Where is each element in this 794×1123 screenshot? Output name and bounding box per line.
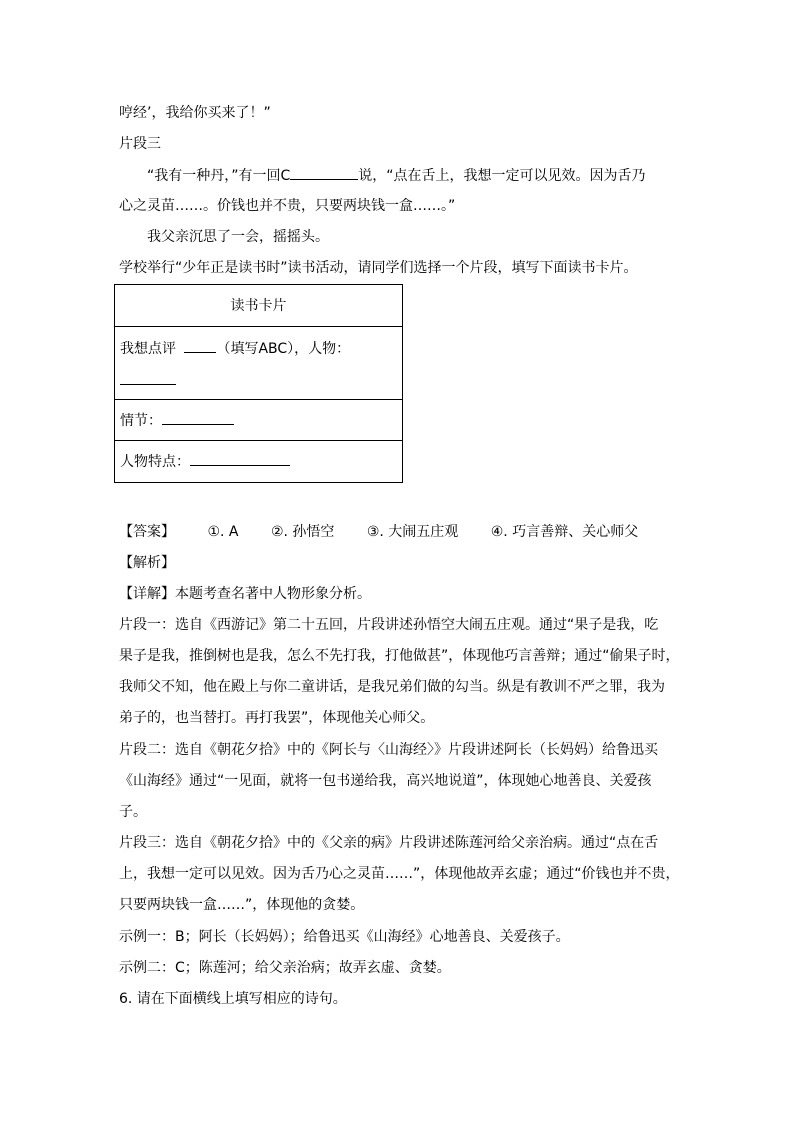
answer-item: ①. A xyxy=(207,524,239,540)
answer-line xyxy=(119,522,666,542)
fragment-heading: 片段三 xyxy=(119,136,161,152)
card-title-row xyxy=(115,285,402,327)
example-line: 示例二：C；陈莲河；给父亲治病；故弄玄虚、贪婪。 xyxy=(119,960,451,976)
analysis-line: 《山海经》通过“一见面，就将一包书递给我，高兴地说道”，体现她心地善良、关爱孩 xyxy=(119,773,652,789)
fill-blank xyxy=(162,410,234,425)
analysis-line: 弟子的，也当替打。再打我罢”，体现他关心师父。 xyxy=(119,710,435,726)
card-row-traits xyxy=(115,440,402,482)
card-row-comment xyxy=(115,326,402,400)
passage-text: 说，“点在舌上，我想一定可以见效。因为舌乃 xyxy=(358,168,646,184)
passage-line: 心之灵苗……。价钱也并不贵，只要两块钱一盒……。” xyxy=(119,198,456,214)
analysis-line: 上，我想一定可以见效。因为舌乃心之灵苗……”，体现他故弄玄虚；通过“价钱也并不贵， xyxy=(119,866,680,882)
question-prompt: 学校举行“少年正是读书时”读书活动，请同学们选择一个片段，填写下面读书卡片。 xyxy=(119,260,638,276)
answer-item: ④. 巧言善辩、关心师父 xyxy=(490,524,639,540)
card-label: 人物特点： xyxy=(120,454,190,470)
card-traits-line xyxy=(120,451,290,472)
card-comment-line xyxy=(120,338,350,359)
example-line: 示例一：B；阿长（长妈妈）；给鲁迅买《山海经》心地善良、关爱孩子。 xyxy=(119,929,570,945)
card-label: 我想点评 xyxy=(120,341,176,357)
analysis-line: 我师父不知，他在殿上与你二童讲话，是我兄弟们做的勾当。纵是有教训不严之罪，我为 xyxy=(119,679,665,695)
card-label: （填写ABC），人物： xyxy=(216,341,351,357)
analysis-line: 果子是我，推倒树也是我，怎么不先打我，打他做甚”，体现他巧言善辩；通过“偷果子时， xyxy=(119,648,680,664)
fill-blank xyxy=(120,370,176,385)
next-question: 6. 请在下面横线上填写相应的诗句。 xyxy=(119,991,347,1007)
analysis-line: 只要两块钱一盒……”，体现他的贪婪。 xyxy=(119,897,365,913)
passage-line xyxy=(147,165,646,186)
analysis-label: 【解析】 xyxy=(119,555,175,571)
fill-blank xyxy=(290,165,358,180)
analysis-line: 片段二：选自《朝花夕拾》中的《阿长与〈山海经〉》片段讲述阿长（长妈妈）给鲁迅买 xyxy=(119,742,658,758)
fill-blank xyxy=(190,451,290,466)
answer-item: ②. 孙悟空 xyxy=(270,524,335,540)
passage-line: 我父亲沉思了一会，摇摇头。 xyxy=(147,229,329,245)
answer-item: ③. 大闹五庄观 xyxy=(366,524,459,540)
analysis-detail: 【详解】本题考查名著中人物形象分析。 xyxy=(119,586,371,602)
passage-line: 哼经’，我给你买来了！” xyxy=(119,105,271,121)
card-row-plot xyxy=(115,399,402,441)
card-character-blank-line xyxy=(120,370,176,391)
analysis-line: 子。 xyxy=(119,804,147,820)
reading-card xyxy=(114,284,403,483)
passage-text: “我有一种丹，”有一回C xyxy=(147,168,291,184)
card-label: 情节： xyxy=(120,413,162,429)
card-title: 读书卡片 xyxy=(230,298,287,314)
analysis-line: 片段一：选自《西游记》第二十五回，片段讲述孙悟空大闹五庄观。通过“果子是我，吃 xyxy=(119,617,659,633)
analysis-line: 片段三：选自《朝花夕拾》中的《父亲的病》片段讲述陈莲河给父亲治病。通过“点在舌 xyxy=(119,835,659,851)
fill-blank xyxy=(184,338,216,353)
card-plot-line xyxy=(120,410,234,431)
answer-label: 【答案】 xyxy=(119,524,175,540)
